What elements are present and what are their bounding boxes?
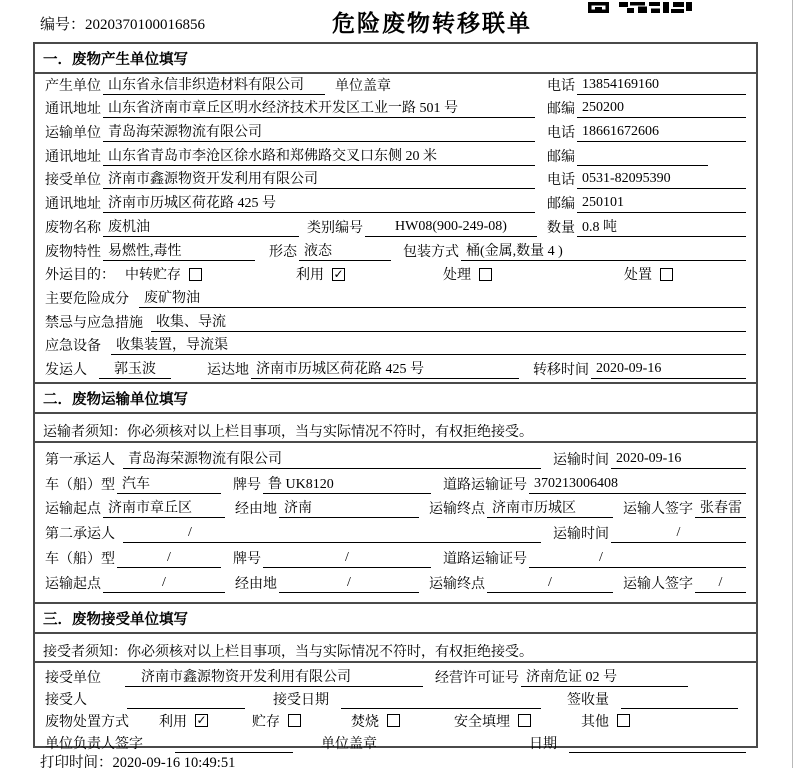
section2-header: 二．废物运输单位填写	[35, 382, 756, 414]
zip1-value: 250200	[577, 100, 746, 118]
end2-value: /	[487, 575, 613, 593]
transfer-date-label: 转移时间	[533, 362, 589, 378]
via2-value: /	[279, 575, 419, 593]
row-consignor	[35, 358, 756, 382]
receiver-notice: 接受者须知：你必须核对以上栏目事项，当与实际情况不符时，有权拒绝接受。	[35, 634, 756, 663]
time2-label: 运输时间	[553, 527, 609, 543]
zip2-label: 邮编	[547, 149, 575, 165]
end1-value: 济南市历城区	[487, 497, 613, 518]
end1-label: 运输终点	[429, 502, 485, 518]
carrier2-label: 第二承运人	[45, 527, 115, 543]
row-receive-unit	[35, 668, 756, 690]
disposal-label: 废物处置方式	[45, 714, 129, 730]
character-value: 易燃性,毒性	[103, 240, 255, 261]
character-label: 废物特性	[45, 244, 101, 260]
waste-name-label: 废物名称	[45, 220, 101, 236]
row-carrier2	[35, 521, 756, 546]
row-transporter-address	[35, 145, 756, 169]
row-producer-address	[35, 98, 756, 122]
vehicle1-value: 汽车	[117, 473, 221, 494]
origin1-value: 济南市章丘区	[103, 497, 225, 518]
checkbox-transfer-storage	[189, 268, 202, 281]
taboo-value: 收集、导流	[151, 311, 746, 332]
section-producer	[35, 44, 756, 382]
manager-sign-label: 单位负责人签字	[45, 736, 143, 752]
page-title: 危险废物转移联单	[332, 11, 532, 36]
receiver-value: 济南市鑫源物资开发利用有限公司	[103, 168, 535, 189]
addr3-label: 通讯地址	[45, 197, 101, 213]
origin2-label: 运输起点	[45, 576, 101, 592]
checkbox-dispose	[660, 268, 673, 281]
packing-value: 桶(金属,数量 4 )	[461, 240, 746, 261]
row-transfer-purpose	[35, 264, 756, 288]
plate1-value: 鲁 UK8120	[263, 473, 431, 494]
via1-label: 经由地	[235, 502, 277, 518]
print-time-label: 打印时间：	[40, 755, 113, 768]
via1-value: 济南	[279, 497, 419, 518]
row-disposal-method	[35, 712, 756, 734]
zip3-value: 250101	[577, 195, 746, 213]
checkbox-store	[288, 714, 301, 727]
phone1-value: 13854169160	[577, 77, 746, 95]
checkbox-landfill	[518, 714, 531, 727]
consignor-label: 发运人	[45, 362, 87, 378]
row-receiver-address	[35, 192, 756, 216]
phone3-value: 0531-82095390	[577, 171, 746, 189]
checkbox-incinerate	[387, 714, 400, 727]
license-value: 济南危证 02 号	[521, 666, 688, 687]
license-label: 经营许可证号	[435, 670, 519, 686]
serial-number-line	[40, 13, 205, 34]
row-waste-name	[35, 216, 756, 240]
row-waste-character	[35, 240, 756, 264]
seal-date-label: 日期	[529, 736, 557, 752]
phone1-label: 电话	[547, 78, 575, 94]
form-label: 形态	[269, 244, 297, 260]
zip2-value	[577, 148, 708, 166]
destination-label: 运达地	[207, 362, 249, 378]
taboo-label: 禁忌与应急措施	[45, 315, 143, 331]
producer-label: 产生单位	[45, 78, 101, 94]
transporter-value: 青岛海荣源物流有限公司	[103, 121, 535, 142]
destination-value: 济南市历城区荷花路 425 号	[251, 358, 519, 379]
transfer-date-value: 2020-09-16	[591, 361, 746, 379]
quantity-label: 数量	[547, 220, 575, 236]
print-time-value: 2020-09-16 10:49:51	[112, 755, 236, 768]
sign2-value: /	[695, 575, 746, 593]
row-receiver	[35, 169, 756, 193]
carrier2-value: /	[123, 525, 541, 543]
row-route1	[35, 497, 756, 522]
row-hazard-component	[35, 287, 756, 311]
receiver-label: 接受单位	[45, 173, 101, 189]
row-emergency-equipment	[35, 335, 756, 359]
purpose-option-label: 处理	[443, 268, 471, 284]
row-taboo-measures	[35, 311, 756, 335]
disposal-option-label: 贮存	[252, 714, 280, 730]
plate2-label: 牌号	[233, 551, 261, 567]
row-vehicle2	[35, 546, 756, 571]
checkbox-treat	[479, 268, 492, 281]
section-receiver	[35, 602, 756, 756]
receive-date-label: 接受日期	[273, 692, 329, 708]
addr1-label: 通讯地址	[45, 102, 101, 118]
consignor-value: 郭玉波	[99, 358, 171, 379]
vehicle1-label: 车（船）型	[45, 477, 115, 493]
sign2-label: 运输人签字	[623, 576, 693, 592]
category-label: 类别编号	[307, 220, 363, 236]
recipient-label: 接受人	[45, 692, 87, 708]
carrier1-value: 青岛海荣源物流有限公司	[123, 448, 541, 469]
qr-code-fragment-icon	[588, 0, 692, 18]
row-producer	[35, 74, 756, 98]
receipt-amount-label: 签收量	[567, 692, 609, 708]
disposal-option-label: 利用	[159, 714, 187, 730]
row-carrier1	[35, 447, 756, 472]
time1-value: 2020-09-16	[611, 451, 746, 469]
section-transporter	[35, 382, 756, 596]
row-route2	[35, 571, 756, 596]
vehicle2-label: 车（船）型	[45, 551, 115, 567]
carrier1-label: 第一承运人	[45, 452, 115, 468]
checkbox-utilize-receive: ✓	[196, 713, 207, 728]
serial-label: 编号：	[40, 17, 86, 33]
sign1-value: 张春雷	[695, 497, 746, 518]
row-vehicle1	[35, 472, 756, 497]
phone2-label: 电话	[547, 126, 575, 142]
quantity-value: 0.8 吨	[577, 216, 746, 237]
addr1-value: 山东省济南市章丘区明水经济技术开发区工业一路 501 号	[103, 97, 535, 118]
checkbox-other	[617, 714, 630, 727]
receive-unit-label: 接受单位	[45, 670, 101, 686]
form-value: 液态	[299, 240, 391, 261]
purpose-option-label: 处置	[624, 268, 652, 284]
receive-date-value	[341, 691, 541, 709]
purpose-label: 外运目的：	[45, 268, 115, 284]
sign1-label: 运输人签字	[623, 502, 693, 518]
plate2-value: /	[263, 550, 431, 568]
via2-label: 经由地	[235, 576, 277, 592]
print-time-line	[40, 751, 235, 768]
transporter-label: 运输单位	[45, 126, 101, 142]
disposal-option-label: 安全填埋	[454, 714, 510, 730]
permit2-label: 道路运输证号	[443, 551, 527, 567]
row-recipient	[35, 690, 756, 712]
zip1-label: 邮编	[547, 102, 575, 118]
section1-header: 一．废物产生单位填写	[35, 44, 756, 74]
serial-value: 2020370100016856	[85, 17, 206, 33]
seal-date-value	[569, 735, 746, 753]
addr2-label: 通讯地址	[45, 149, 101, 165]
page-edge-line	[792, 0, 793, 768]
permit1-label: 道路运输证号	[443, 477, 527, 493]
hazard-label: 主要危险成分	[45, 291, 129, 307]
origin2-value: /	[103, 575, 225, 593]
transporter-notice: 运输者须知：你必须核对以上栏目事项，当与实际情况不符时，有权拒绝接受。	[35, 414, 756, 443]
phone3-label: 电话	[547, 173, 575, 189]
origin1-label: 运输起点	[45, 502, 101, 518]
addr2-value: 山东省青岛市李沧区徐水路和郑佛路交叉口东侧 20 米	[103, 145, 535, 166]
disposal-option-label: 其他	[581, 714, 609, 730]
phone2-value: 18661672606	[577, 124, 746, 142]
time2-value: /	[611, 525, 746, 543]
zip3-label: 邮编	[547, 197, 575, 213]
equipment-label: 应急设备	[45, 339, 101, 355]
plate1-label: 牌号	[233, 477, 261, 493]
unit-seal-label: 单位盖章	[321, 736, 377, 752]
hazard-value: 废矿物油	[139, 287, 746, 308]
category-value: HW08(900-249-08)	[365, 219, 537, 237]
packing-label: 包装方式	[403, 244, 459, 260]
purpose-option-label: 中转贮存	[125, 268, 181, 284]
vehicle2-value: /	[117, 550, 221, 568]
recipient-value	[127, 691, 245, 709]
disposal-option-label: 焚烧	[351, 714, 379, 730]
receipt-amount-value	[621, 691, 738, 709]
time1-label: 运输时间	[553, 452, 609, 468]
purpose-option-label: 利用	[296, 268, 324, 284]
checkbox-utilize: ✓	[333, 266, 344, 281]
end2-label: 运输终点	[429, 576, 485, 592]
seal-label: 单位盖章	[335, 78, 391, 94]
equipment-value: 收集装置，导流渠	[111, 334, 746, 355]
producer-value: 山东省永信非织造材料有限公司	[103, 74, 325, 95]
receive-unit-value: 济南市鑫源物资开发利用有限公司	[125, 666, 423, 687]
transfer-form-table	[33, 42, 758, 752]
row-transporter	[35, 121, 756, 145]
addr3-value: 济南市历城区荷花路 425 号	[103, 192, 535, 213]
section3-header: 三．废物接受单位填写	[35, 602, 756, 634]
waste-name-value: 废机油	[103, 216, 299, 237]
permit2-value: /	[529, 550, 746, 568]
permit1-value: 370213006408	[529, 476, 746, 494]
